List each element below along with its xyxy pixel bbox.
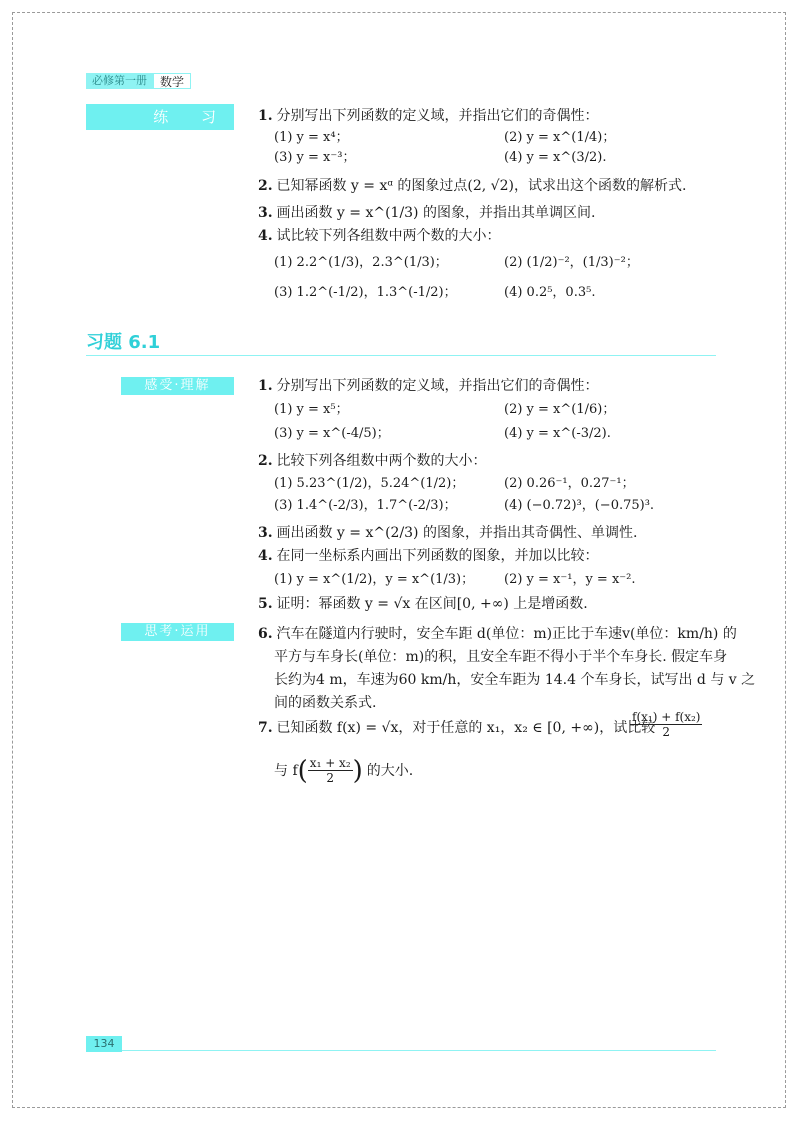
paren-right-icon: ) bbox=[352, 755, 363, 786]
exercise-q1-items bbox=[274, 401, 694, 445]
frac-denominator: 2 bbox=[326, 771, 335, 785]
q6-line-4: 间的函数关系式. bbox=[274, 695, 377, 711]
q7-suffix: 的大小. bbox=[366, 762, 414, 779]
paren-left-icon: ( bbox=[297, 755, 308, 786]
sub-item: (2) y = x^(1/6)； bbox=[504, 402, 616, 417]
q-number: 3. bbox=[258, 205, 273, 221]
q-number: 2. bbox=[258, 453, 273, 469]
q-number: 4. bbox=[258, 548, 273, 564]
exercise-q2-items bbox=[274, 475, 694, 517]
sub-item: (2) y = x⁻¹，y = x⁻². bbox=[504, 572, 636, 587]
exercise-q7 bbox=[258, 718, 655, 738]
sub-item: (1) 5.23^(1/2)，5.24^(1/2)； bbox=[274, 476, 465, 491]
q-number: 5. bbox=[258, 596, 273, 612]
exercise-q4-items bbox=[274, 571, 694, 591]
q-text: 分别写出下列函数的定义域，并指出它们的奇偶性： bbox=[276, 378, 599, 394]
exercise-q6 bbox=[258, 624, 737, 644]
q-text: 分别写出下列函数的定义域，并指出它们的奇偶性： bbox=[276, 108, 599, 124]
exercise-q2 bbox=[258, 451, 486, 471]
q-text: 已知幂函数 y = xᵅ 的图象过点(2, √2)，试求出这个函数的解析式. bbox=[276, 178, 687, 194]
sub-item: (2) 0.26⁻¹，0.27⁻¹； bbox=[504, 476, 635, 491]
running-header bbox=[86, 73, 191, 89]
book-label: 必修第一册 bbox=[86, 73, 153, 89]
exercise-q4 bbox=[258, 546, 598, 566]
exercise-q1 bbox=[258, 376, 598, 396]
section-tag-apply: 思考·运用 bbox=[121, 623, 234, 641]
sub-item: (4) y = x^(-3/2). bbox=[504, 426, 611, 441]
sub-item: (1) y = x⁵； bbox=[274, 402, 349, 417]
q-text: 在同一坐标系内画出下列函数的图象，并加以比较： bbox=[276, 548, 599, 564]
q-number: 3. bbox=[258, 525, 273, 541]
exercise-title: 习题 6.1 bbox=[86, 332, 161, 353]
practice-q4-items bbox=[274, 254, 694, 304]
practice-q4 bbox=[258, 226, 500, 246]
practice-q2 bbox=[258, 176, 686, 196]
fraction-2 bbox=[308, 756, 353, 785]
exercise-q5 bbox=[258, 594, 588, 614]
title-rule bbox=[86, 355, 716, 356]
q-number: 6. bbox=[258, 626, 273, 642]
sub-item: (1) y = x^(1/2)，y = x^(1/3)； bbox=[274, 572, 475, 587]
sub-item: (3) 1.4^(-2/3)，1.7^(-2/3)； bbox=[274, 498, 457, 513]
sub-item: (3) y = x^(-4/5)； bbox=[274, 426, 390, 441]
practice-q1-items bbox=[274, 129, 694, 169]
q-text-line: 已知函数 f(x) = √x，对于任意的 x₁，x₂ ∈ [0, +∞)，试比较 bbox=[276, 720, 656, 736]
q-number: 4. bbox=[258, 228, 273, 244]
q-number: 7. bbox=[258, 720, 273, 736]
q-number: 1. bbox=[258, 108, 273, 124]
page-number: 134 bbox=[86, 1036, 122, 1052]
sub-item: (3) y = x⁻³； bbox=[274, 150, 356, 165]
frac-numerator: x₁ + x₂ bbox=[309, 756, 351, 770]
frac-denominator: 2 bbox=[662, 725, 671, 739]
sub-item: (2) y = x^(1/4)； bbox=[504, 130, 616, 145]
fraction-1 bbox=[630, 710, 702, 739]
q-text: 比较下列各组数中两个数的大小： bbox=[276, 453, 487, 469]
frac-numerator: f(x₁) + f(x₂) bbox=[632, 710, 701, 724]
sub-item: (4) y = x^(3/2). bbox=[504, 150, 607, 165]
sub-item: (4) (−0.72)³，(−0.75)³. bbox=[504, 498, 655, 513]
section-tag-understand: 感受·理解 bbox=[121, 377, 234, 395]
q7-prefix: 与 f bbox=[274, 762, 298, 779]
q6-line-2: 平方与车身长(单位：m)的积，且安全车距不得小于半个车身长. 假定车身 bbox=[274, 649, 728, 665]
q6-line-3: 长约为4 m，车速为60 km/h，安全车距为 14.4 个车身长，试写出 d 与 v 之 bbox=[274, 672, 756, 688]
q-text: 试比较下列各组数中两个数的大小： bbox=[276, 228, 501, 244]
practice-q1 bbox=[258, 106, 598, 126]
sub-item: (3) 1.2^(-1/2)，1.3^(-1/2)； bbox=[274, 285, 457, 300]
sub-item: (1) y = x⁴； bbox=[274, 130, 349, 145]
q-number: 2. bbox=[258, 178, 273, 194]
q7-line-2 bbox=[274, 756, 413, 785]
q-text: 画出函数 y = x^(1/3) 的图象，并指出其单调区间. bbox=[276, 205, 596, 221]
q-number: 1. bbox=[258, 378, 273, 394]
sub-item: (4) 0.2⁵，0.3⁵. bbox=[504, 285, 596, 300]
sub-item: (2) (1/2)⁻²，(1/3)⁻²； bbox=[504, 255, 639, 270]
q-text: 画出函数 y = x^(2/3) 的图象，并指出其奇偶性、单调性. bbox=[276, 525, 638, 541]
sub-item: (1) 2.2^(1/3)，2.3^(1/3)； bbox=[274, 255, 448, 270]
footer-rule bbox=[122, 1050, 716, 1051]
q-text: 证明：幂函数 y = √x 在区间[0, +∞) 上是增函数. bbox=[276, 596, 588, 612]
exercise-q3 bbox=[258, 523, 637, 543]
subject-label: 数学 bbox=[153, 73, 191, 89]
practice-q3 bbox=[258, 203, 595, 223]
practice-tag: 练 习 bbox=[86, 104, 234, 130]
q-text-line: 汽车在隧道内行驶时，安全车距 d(单位：m)正比于车速v(单位：km/h) 的 bbox=[276, 626, 737, 642]
